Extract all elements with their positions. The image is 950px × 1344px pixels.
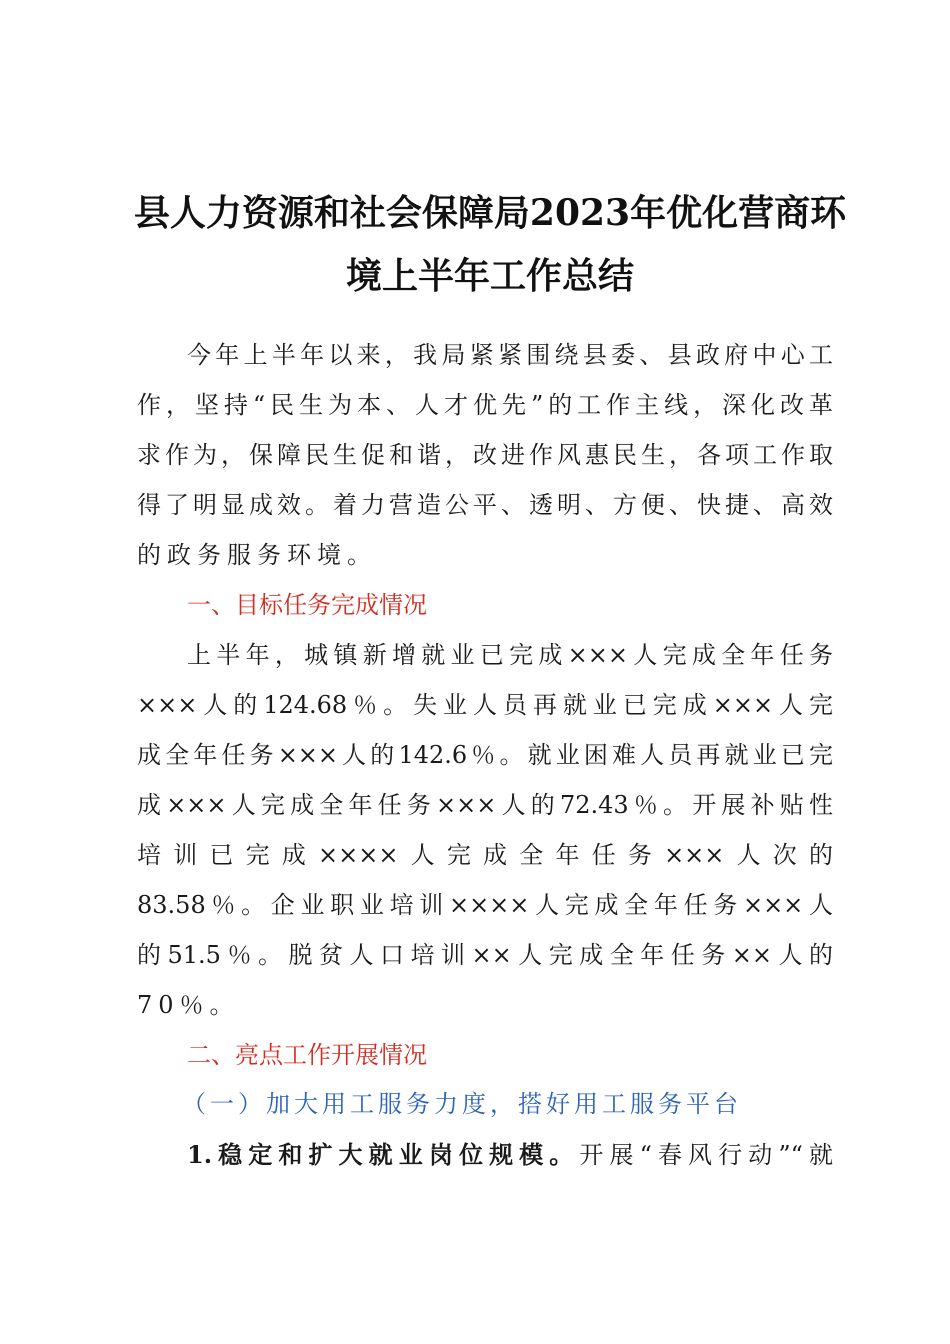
- document-title-line-2: 境上半年工作总结: [345, 255, 634, 297]
- subsection-1-heading: （一）加大用工服务力度，搭好用工服务平台: [182, 1090, 742, 1118]
- item-1-text: 开展“春风行动”“就: [579, 1141, 833, 1169]
- section-1-line-2: ×××人的124.68％。失业人员再就业已完成×××人完: [137, 691, 833, 719]
- item-1-line: [187, 1141, 833, 1169]
- section-1-line-6: 83.58％。企业职业培训××××人完成全年任务×××人: [137, 891, 833, 919]
- item-1-lead: 1.稳定和扩大就业岗位规模。: [187, 1140, 580, 1169]
- section-1-line-5: 培训已完成××××人完成全年任务×××人次的: [137, 841, 833, 869]
- intro-line-3: 求作为，保障民生促和谐，改进作风惠民生，各项工作取: [137, 441, 833, 469]
- section-1-line-8: 70％。: [137, 991, 240, 1019]
- document-title-line-1: 县人力资源和社会保障局2023年优化营商环: [133, 192, 847, 234]
- intro-line-1: 今年上半年以来，我局紧紧围绕县委、县政府中心工: [187, 341, 833, 369]
- intro-line-2: 作，坚持“民生为本、人才优先”的工作主线，深化改革: [137, 391, 833, 419]
- section-1-line-7: 的51.5％。脱贫人口培训××人完成全年任务××人的: [137, 941, 833, 969]
- section-2-heading: 二、亮点工作开展情况: [187, 1041, 427, 1069]
- intro-line-5: 的政务服务环境。: [137, 541, 377, 569]
- section-1-heading: 一、目标任务完成情况: [187, 591, 427, 619]
- intro-line-4: 得了明显成效。着力营造公平、透明、方便、快捷、高效: [137, 491, 833, 519]
- section-1-line-4: 成×××人完成全年任务×××人的72.43％。开展补贴性: [137, 791, 833, 819]
- section-1-line-1: 上半年，城镇新增就业已完成×××人完成全年任务: [187, 641, 833, 669]
- section-1-line-3: 成全年任务×××人的142.6％。就业困难人员再就业已完: [137, 741, 833, 769]
